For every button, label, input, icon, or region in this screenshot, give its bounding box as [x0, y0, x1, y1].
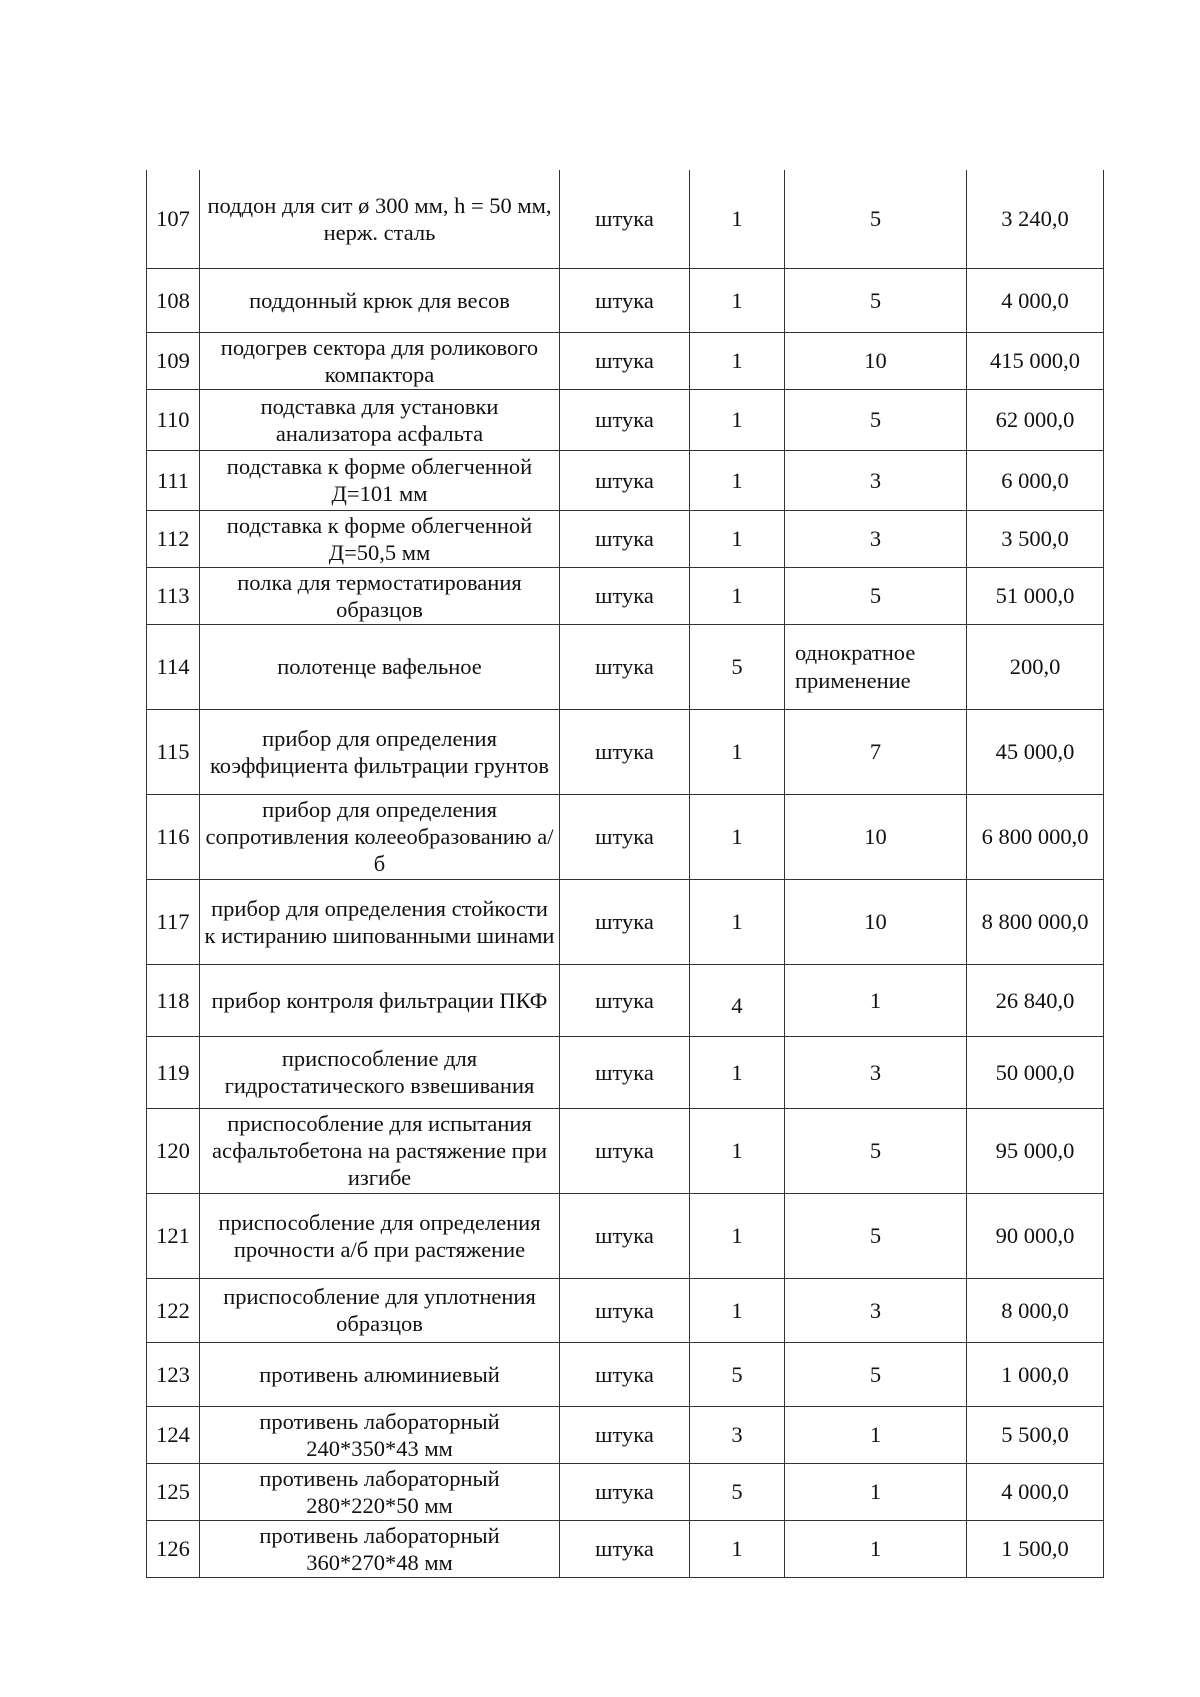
item-name: противень лабораторный 280*220*50 мм: [200, 1463, 560, 1520]
item-name: полка для термостатирования образцов: [200, 567, 560, 624]
unit-cell: штука: [560, 1193, 690, 1278]
row-number: 125: [147, 1463, 200, 1520]
quantity-cell: 1: [690, 1278, 785, 1342]
item-name: приспособление для определения прочности а/б при растяжение: [200, 1193, 560, 1278]
unit-cell: штука: [560, 510, 690, 567]
table-row: [147, 1278, 1104, 1342]
row-number: 108: [147, 268, 200, 332]
service-life-cell: однократное применение: [785, 624, 967, 709]
item-name: подогрев сектора для роликового компактора: [200, 332, 560, 389]
service-life-cell: 5: [785, 1108, 967, 1193]
quantity-cell: 1: [690, 1108, 785, 1193]
unit-cell: штука: [560, 794, 690, 879]
row-number: 122: [147, 1278, 200, 1342]
unit-cell: штука: [560, 709, 690, 794]
row-number: 110: [147, 389, 200, 450]
unit-cell: штука: [560, 879, 690, 964]
service-life-cell: 5: [785, 567, 967, 624]
price-cell: 415 000,0: [967, 332, 1104, 389]
item-name: поддон для сит ø 300 мм, h = 50 мм, нерж. сталь: [200, 170, 560, 268]
unit-cell: штука: [560, 567, 690, 624]
item-name: противень лабораторный 240*350*43 мм: [200, 1406, 560, 1463]
price-cell: 6 000,0: [967, 450, 1104, 510]
table-row: [147, 510, 1104, 567]
row-number: 116: [147, 794, 200, 879]
quantity-cell: 3: [690, 1406, 785, 1463]
price-cell: 3 500,0: [967, 510, 1104, 567]
quantity-cell: 1: [690, 510, 785, 567]
row-number: 109: [147, 332, 200, 389]
service-life-cell: 3: [785, 1036, 967, 1108]
service-life-cell: 5: [785, 389, 967, 450]
table-row: [147, 332, 1104, 389]
row-number: 123: [147, 1342, 200, 1406]
row-number: 115: [147, 709, 200, 794]
table-row: [147, 450, 1104, 510]
service-life-cell: 3: [785, 510, 967, 567]
row-number: 107: [147, 170, 200, 268]
quantity-cell: 1: [690, 1193, 785, 1278]
price-cell: 90 000,0: [967, 1193, 1104, 1278]
price-cell: 26 840,0: [967, 964, 1104, 1036]
row-number: 117: [147, 879, 200, 964]
equipment-table: [146, 170, 1104, 1578]
table-row: [147, 389, 1104, 450]
table-row: [147, 1108, 1104, 1193]
quantity-cell: 1: [690, 794, 785, 879]
service-life-cell: 7: [785, 709, 967, 794]
row-number: 120: [147, 1108, 200, 1193]
item-name: прибор для определения сопротивления колееобразованию а/б: [200, 794, 560, 879]
quantity-cell: 1: [690, 1520, 785, 1577]
price-cell: 62 000,0: [967, 389, 1104, 450]
quantity-cell: 1: [690, 1036, 785, 1108]
table-row: [147, 1193, 1104, 1278]
quantity-cell: 1: [690, 709, 785, 794]
unit-cell: штука: [560, 1036, 690, 1108]
price-cell: 8 000,0: [967, 1278, 1104, 1342]
price-cell: 8 800 000,0: [967, 879, 1104, 964]
row-number: 121: [147, 1193, 200, 1278]
unit-cell: штука: [560, 332, 690, 389]
row-number: 118: [147, 964, 200, 1036]
service-life-cell: 5: [785, 1193, 967, 1278]
row-number: 112: [147, 510, 200, 567]
table-row: [147, 964, 1104, 1036]
quantity-cell: 1: [690, 268, 785, 332]
table-row: [147, 170, 1104, 268]
item-name: приспособление для испытания асфальтобетона на растяжение при изгибе: [200, 1108, 560, 1193]
item-name: противень алюминиевый: [200, 1342, 560, 1406]
item-name: прибор контроля фильтрации ПКФ: [200, 964, 560, 1036]
service-life-cell: 5: [785, 1342, 967, 1406]
row-number: 126: [147, 1520, 200, 1577]
item-name: противень лабораторный 360*270*48 мм: [200, 1520, 560, 1577]
table-row: [147, 709, 1104, 794]
service-life-cell: 10: [785, 794, 967, 879]
price-cell: 1 500,0: [967, 1520, 1104, 1577]
service-life-cell: 5: [785, 170, 967, 268]
unit-cell: штука: [560, 450, 690, 510]
table-row: [147, 1463, 1104, 1520]
price-cell: 51 000,0: [967, 567, 1104, 624]
item-name: прибор для определения стойкости к истиранию шипованными шинами: [200, 879, 560, 964]
price-cell: 1 000,0: [967, 1342, 1104, 1406]
quantity-cell: 5: [690, 624, 785, 709]
price-cell: 45 000,0: [967, 709, 1104, 794]
price-cell: 4 000,0: [967, 1463, 1104, 1520]
service-life-cell: 3: [785, 450, 967, 510]
row-number: 113: [147, 567, 200, 624]
row-number: 111: [147, 450, 200, 510]
unit-cell: штука: [560, 1108, 690, 1193]
quantity-cell: 5: [690, 1463, 785, 1520]
item-name: полотенце вафельное: [200, 624, 560, 709]
item-name: подставка для установки анализатора асфальта: [200, 389, 560, 450]
table-row: [147, 1036, 1104, 1108]
service-life-cell: 3: [785, 1278, 967, 1342]
price-cell: 50 000,0: [967, 1036, 1104, 1108]
unit-cell: штука: [560, 389, 690, 450]
table-row: [147, 879, 1104, 964]
table-row: [147, 1520, 1104, 1577]
service-life-cell: 10: [785, 879, 967, 964]
item-name: прибор для определения коэффициента фильтрации грунтов: [200, 709, 560, 794]
quantity-cell: 1: [690, 879, 785, 964]
service-life-cell: 1: [785, 1520, 967, 1577]
quantity-cell: 4: [690, 964, 785, 1036]
unit-cell: штука: [560, 1342, 690, 1406]
quantity-cell: 5: [690, 1342, 785, 1406]
price-cell: 3 240,0: [967, 170, 1104, 268]
unit-cell: штука: [560, 170, 690, 268]
table-row: [147, 1342, 1104, 1406]
unit-cell: штука: [560, 624, 690, 709]
price-cell: 5 500,0: [967, 1406, 1104, 1463]
quantity-cell: 1: [690, 389, 785, 450]
row-number: 114: [147, 624, 200, 709]
unit-cell: штука: [560, 268, 690, 332]
service-life-cell: 1: [785, 964, 967, 1036]
unit-cell: штука: [560, 1463, 690, 1520]
price-cell: 4 000,0: [967, 268, 1104, 332]
price-cell: 95 000,0: [967, 1108, 1104, 1193]
unit-cell: штука: [560, 1520, 690, 1577]
unit-cell: штука: [560, 964, 690, 1036]
table-row: [147, 794, 1104, 879]
table-row: [147, 567, 1104, 624]
table-row: [147, 1406, 1104, 1463]
unit-cell: штука: [560, 1406, 690, 1463]
item-name: поддонный крюк для весов: [200, 268, 560, 332]
item-name: приспособление для гидростатического взвешивания: [200, 1036, 560, 1108]
price-cell: 200,0: [967, 624, 1104, 709]
quantity-cell: 1: [690, 450, 785, 510]
quantity-cell: 1: [690, 332, 785, 389]
item-name: приспособление для уплотнения образцов: [200, 1278, 560, 1342]
table-row: [147, 268, 1104, 332]
service-life-cell: 1: [785, 1463, 967, 1520]
unit-cell: штука: [560, 1278, 690, 1342]
item-name: подставка к форме облегченной Д=101 мм: [200, 450, 560, 510]
item-name: подставка к форме облегченной Д=50,5 мм: [200, 510, 560, 567]
row-number: 124: [147, 1406, 200, 1463]
row-number: 119: [147, 1036, 200, 1108]
service-life-cell: 10: [785, 332, 967, 389]
service-life-cell: 1: [785, 1406, 967, 1463]
table-body: [147, 170, 1104, 1577]
table-row: [147, 624, 1104, 709]
quantity-cell: 1: [690, 567, 785, 624]
price-cell: 6 800 000,0: [967, 794, 1104, 879]
quantity-cell: 1: [690, 170, 785, 268]
service-life-cell: 5: [785, 268, 967, 332]
